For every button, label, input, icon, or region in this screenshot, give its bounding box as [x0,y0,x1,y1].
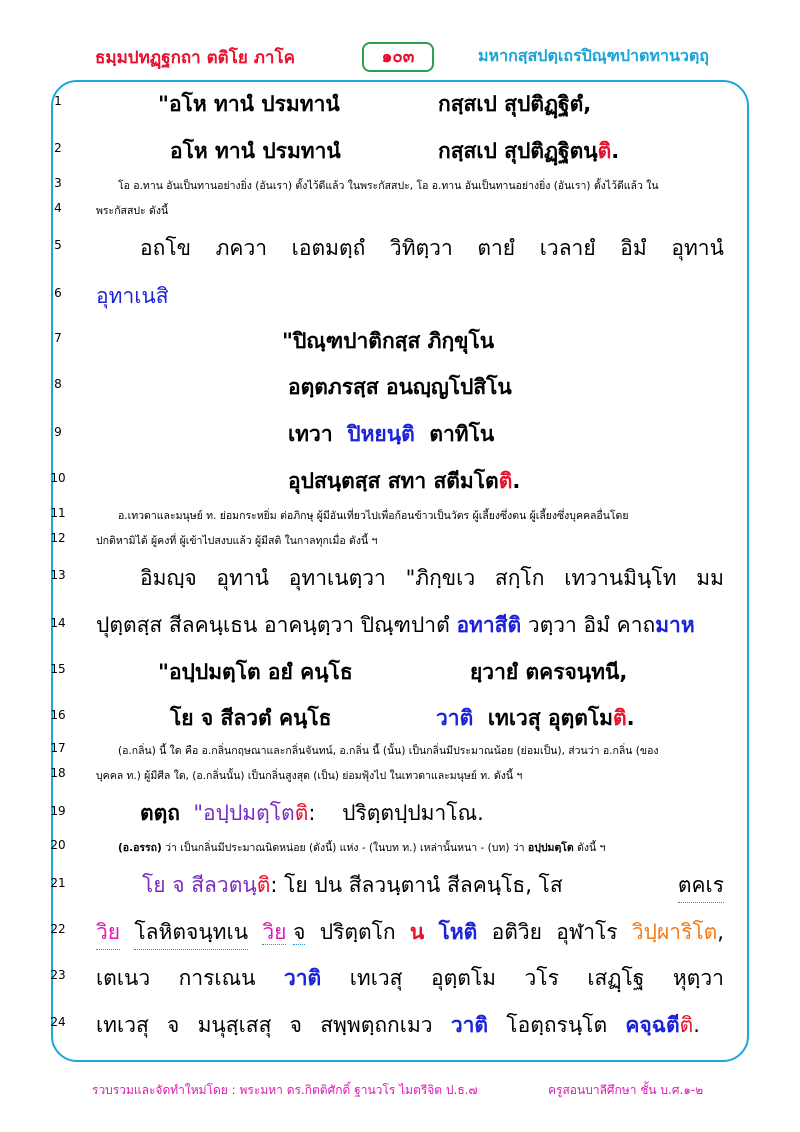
verse-line-9 [288,418,494,451]
line-number: 9 [54,425,62,439]
page-number-box: ๑๐๓ [362,42,434,72]
verse-text: เทเวสุ อุตฺตโม [487,706,613,730]
line-number: 16 [50,708,66,722]
word: สพฺพตฺถกเมว [320,1013,433,1037]
line-number: 5 [54,238,62,252]
verse-line-2b [438,135,619,168]
word: อถโข [140,236,191,260]
text-group [625,1009,700,1042]
footer-course: ครูสอนบาลีศึกษา ชั้น บ.ศ.๑-๒ [548,1083,704,1097]
line-number: 17 [50,741,66,755]
word: อิมญฺจ [140,566,197,590]
verse-line-16a: โย จ สีลวตํ คนฺโธ [170,706,332,730]
line-number: 15 [50,662,66,676]
line-number: 18 [50,766,66,780]
line-number: 7 [54,331,62,345]
text-line-19 [140,797,484,830]
punctuation: . [611,139,620,163]
header-right-title: มหากสฺสปตฺเถรปิณฺฑปาตทานวตฺถุ [478,46,709,65]
text-line-6: อุทาเนสิ [96,284,169,308]
underlined-word: โลหิตจนฺทเน [134,916,248,950]
iti-particle: ติ [256,873,271,897]
word: มม [696,566,724,590]
translation-line-12: ปกติหามิได้ ผู้คงที่ ผู้เข้าไปสงบแล้ว ผู้มีสติ ในกาลทุกเมื่อ ดังนี้ ฯ [96,535,378,547]
word: ภควา [215,236,268,260]
punctuation: . [512,469,521,493]
text: (อ.อรรถ) [118,842,162,854]
line-number: 24 [50,1015,66,1029]
highlighted-word: ปิหยนฺติ [347,422,415,446]
text: ปริตฺตปฺปมาโณ. [342,801,484,825]
highlighted-word: วาติ [283,966,322,990]
highlighted-word: มาห [655,613,695,637]
word: มนุสฺเสสุ [197,1013,272,1037]
footer-author: รวบรวมและจัดทำใหม่โดย : พระมหา ดร.กิตติศักดิ์ ฐานวโร ไมตรีจิต ป.ธ.๗ [92,1083,478,1097]
line-number: 2 [54,141,62,155]
text: ว่า เป็นกลิ่นมีประมาณนิดหน่อย (ดังนี้) แห่ง - (ในบท ท.) เหล่านั้นหนา - (บท) ว่า [161,842,528,854]
verse-line-10 [288,465,520,498]
highlighted-word: คจฺฉตี [625,1013,680,1037]
verse-line-16b [436,702,635,735]
line-number: 1 [54,94,62,108]
underlined-word: ตคเร [678,869,724,903]
word: โอตฺถรนฺโต [506,1013,608,1037]
word: จ [289,1013,302,1037]
text-line-13 [140,562,724,595]
iti-particle: ติ [679,1013,694,1037]
highlighted-word: อทาสีติ [456,613,522,637]
verse-text: อุปสนฺตสฺส สทา สตีมโต [288,469,499,493]
text-group [262,916,305,950]
iti-particle: ติ [613,706,627,730]
word: วิทิตฺวา [389,236,453,260]
iti-particle: ติ [294,801,309,825]
iti-particle: ติ [498,469,513,493]
line-number: 23 [50,968,66,982]
translation-line-18: บุคคล ท.) ผู้มีศีล ใด, (อ.กลิ่นนั้น) เป็นกลิ่นสูงสุด (เป็น) ย่อมฟุ้งไป ในเทวดาและมนุษย์ ท. ดังนี้ ฯ [96,770,523,782]
text-line-21 [142,869,724,903]
text-group [142,869,563,903]
quoted-term: โย จ สีลวตนฺ [142,873,257,897]
word: ตาทิโน [429,422,495,446]
verse-line-15b: ยฺวายํ ตครจนฺทนี, [470,660,628,684]
text-line-5 [140,232,724,265]
highlighted-word: โหติ [438,920,478,944]
highlighted-word: วิปฺผาริโต [631,920,718,944]
quoted-term: "อปฺปมตฺโต [193,801,295,825]
line-number: 20 [50,838,66,852]
highlighted-word: วาติ [436,706,474,730]
line-number: 21 [50,876,66,890]
line-number: 4 [54,201,62,215]
word: เวลายํ [539,236,596,260]
line-number: 3 [54,176,62,190]
word: เตเนว [96,966,151,990]
punctuation: . [693,1013,700,1037]
word: ตตฺถ [140,801,180,825]
word: การเณน [178,966,256,990]
verse-line-2a: อโห ทานํ ปรมทานํ [170,139,341,163]
text: ดังนี้ ฯ [573,842,606,854]
word: "ภิกฺขเว [405,566,476,590]
word: อุตฺตโม [431,966,497,990]
word: อุทานํ [671,236,724,260]
word: เสฏฺโฐ [587,966,645,990]
negation-word: น [409,920,425,944]
text: ปุตฺตสฺส สีลคนฺเธน อาคนฺตฺวา ปิณฺฑปาตํ [96,613,450,637]
word: เทเวสุ [349,966,403,990]
word: อติวิย [491,920,542,944]
term: อปฺปมตฺโต [527,842,574,854]
underlined-word: วิย [96,916,120,950]
word: เทวา [288,422,333,446]
text-group [632,916,724,950]
text: วตฺวา อิมํ คาถ [527,613,656,637]
verse-line-8: อตฺตภรสฺส อนญฺญโปสิโน [288,375,512,399]
text: : โย ปน สีลวนฺตานํ สีลคนฺโธ, โส [270,873,563,897]
line-number: 10 [50,471,66,485]
translation-line-3: โอ อ.ทาน อันเป็นทานอย่างยิ่ง (อันเรา) ตั้งไว้ดีแล้ว ในพระกัสสปะ, โอ อ.ทาน อันเป็นทานอย่างยิ่ง (อันเรา) ตั้งไว้ดีแล้ว ใน [118,180,659,192]
highlighted-word: วาติ [450,1013,489,1037]
line-number: 8 [54,377,62,391]
word: เอตมตฺถํ [291,236,366,260]
word: สกฺโก [494,566,545,590]
translation-line-20 [118,839,605,856]
word: อิมํ [620,236,647,260]
word: เทเวสุ [96,1013,149,1037]
verse-text: กสฺสเป สุปติฏฺฐิตนฺ [438,139,598,163]
line-number: 22 [50,922,66,936]
punctuation: . [626,706,635,730]
line-number: 6 [54,286,62,300]
word: หุตฺวา [672,966,724,990]
text-line-22 [96,916,724,950]
text-line-23 [96,962,724,995]
line-number: 13 [50,568,66,582]
word: จ [167,1013,180,1037]
word: อุทานํ [216,566,270,590]
translation-line-4: พระกัสสปะ ดังนี้ [96,205,169,217]
line-number: 19 [50,804,66,818]
text-line-14 [96,609,695,642]
word: ปริตฺตโก [319,920,396,944]
header-left-title: ธมฺมปทฏฺฐกถา ตติโย ภาโค [95,48,295,68]
translation-line-11: อ.เทวดาและมนุษย์ ท. ย่อมกระหยิ่ม ต่อภิกษุ ผู้มีอันเที่ยวไปเพื่อก้อนข้าวเป็นวัตร ผู้เลี้ยงซึ่งตน ผู้เลี้ยงซึ่งบุคคลอื่นโดย [118,510,629,522]
underlined-word: จ [293,920,306,944]
underlined-word: วิย [262,920,287,944]
verse-line-1b: กสฺสเป สุปติฏฺฐิตํ, [438,92,592,116]
line-number: 14 [50,616,66,630]
word: ตายํ [477,236,516,260]
punctuation: , [717,920,724,944]
word: อุทาเนตฺวา [288,566,386,590]
verse-line-15a: "อปฺปมตฺโต อยํ คนฺโธ [158,660,353,684]
text-line-24 [96,1009,700,1042]
word: อุฬาโร [556,920,618,944]
iti-particle: ติ [597,139,612,163]
line-number: 11 [50,506,66,520]
word: เทวานมินฺโท [564,566,677,590]
verse-line-7: "ปิณฺฑปาติกสฺส ภิกฺขุโน [282,329,495,353]
word: วโร [524,966,559,990]
punctuation: : [308,801,316,825]
verse-line-1a: "อโห ทานํ ปรมทานํ [158,92,340,116]
line-number: 12 [50,531,66,545]
translation-line-17: (อ.กลิ่น) นี้ ใด คือ อ.กลิ่นกฤษณาและกลิ่นจันทน์, อ.กลิ่น นี้ (นั้น) เป็นกลิ่นมีประมาณน้อย (ย่อมเป็น), ส่วนว่า อ.กลิ่น (ของ [118,745,659,757]
